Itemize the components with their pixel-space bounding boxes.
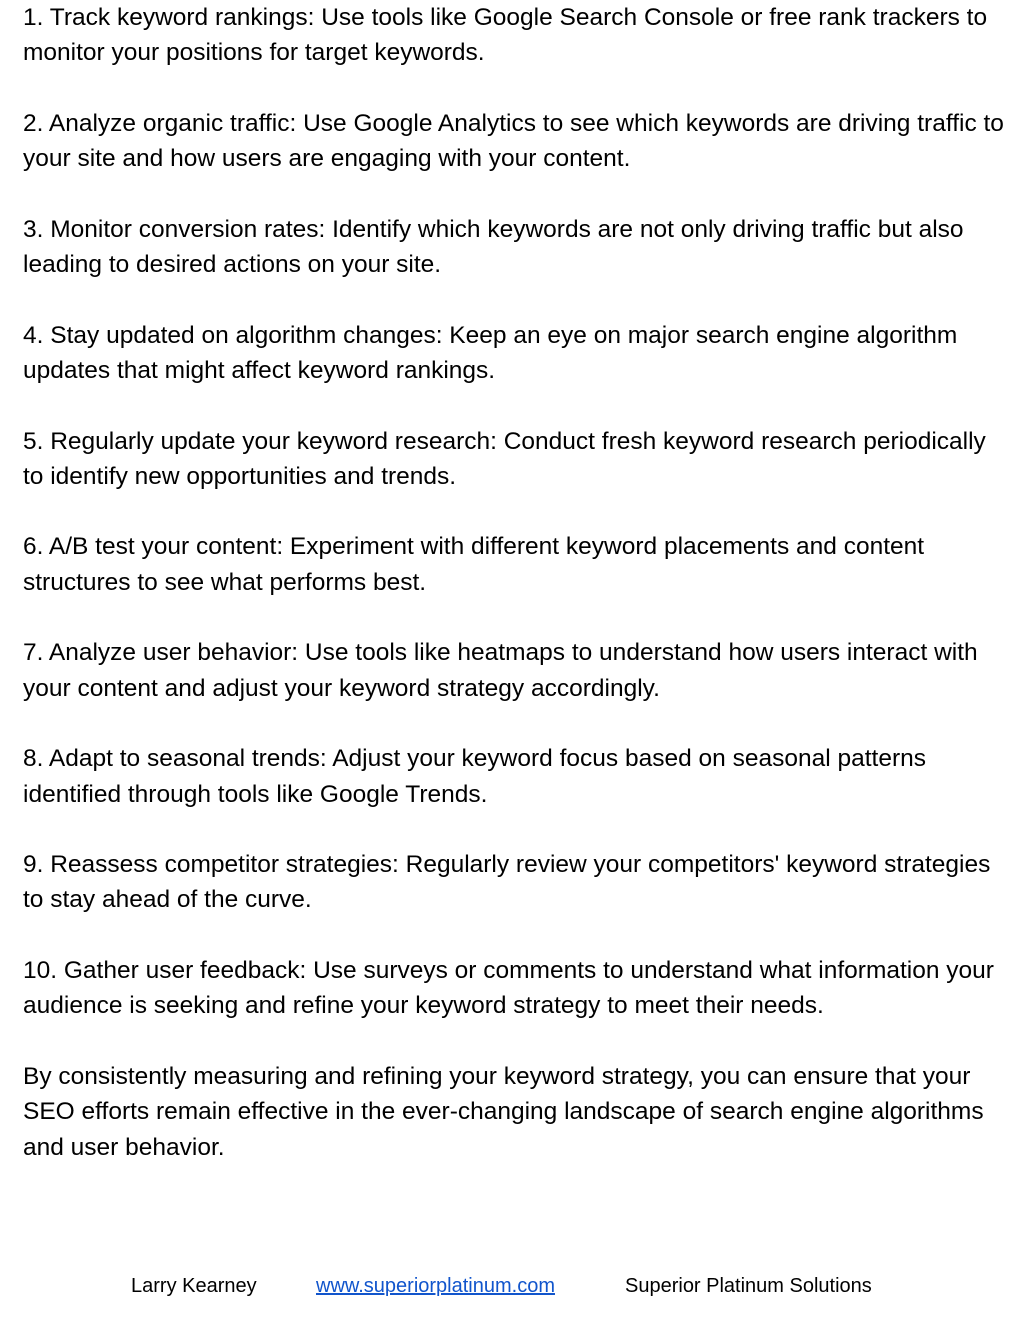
footer-author: Larry Kearney — [131, 1275, 257, 1297]
footer-website-link[interactable]: www.superiorplatinum.com — [316, 1275, 555, 1297]
list-item-1: 1. Track keyword rankings: Use tools like Google Search Console or free rank trackers to monitor your positions for target keywords. — [23, 4, 988, 67]
list-item-9: 9. Reassess competitor strategies: Regularly review your competitors' keyword strategies to stay ahead of the curve. — [23, 851, 991, 914]
page-footer — [0, 1272, 1024, 1300]
list-item-5: 5. Regularly update your keyword research: Conduct fresh keyword research periodically to identify new opportunities and trends. — [23, 427, 986, 490]
footer-company: Superior Platinum Solutions — [625, 1275, 872, 1297]
list-item-8: 8. Adapt to seasonal trends: Adjust your keyword focus based on seasonal patterns identified through tools like Google Trends. — [23, 745, 926, 808]
list-item-2: 2. Analyze organic traffic: Use Google Analytics to see which keywords are driving traffic to your site and how users are engaging with your content. — [23, 109, 1004, 173]
document-body — [23, 0, 1008, 1200]
list-item-7: 7. Analyze user behavior: Use tools like heatmaps to understand how users interact with your content and adjust your keyword strategy accordingly. — [23, 639, 978, 702]
list-item-6: 6. A/B test your content: Experiment with different keyword placements and content structures to see what performs best. — [23, 533, 925, 596]
list-item-3: 3. Monitor conversion rates: Identify which keywords are not only driving traffic but also leading to desired actions on your site. — [23, 215, 964, 279]
list-item-4: 4. Stay updated on algorithm changes: Keep an eye on major search engine algorithm updates that might affect keyword rankings. — [23, 321, 958, 384]
conclusion-paragraph: By consistently measuring and refining your keyword strategy, you can ensure that your SEO efforts remain effective in the ever-changing landscape of search engine algorithms and user behavior. — [23, 1062, 984, 1161]
list-item-10: 10. Gather user feedback: Use surveys or comments to understand what information your audience is seeking and refine your keyword strategy to meet their needs. — [23, 957, 994, 1020]
